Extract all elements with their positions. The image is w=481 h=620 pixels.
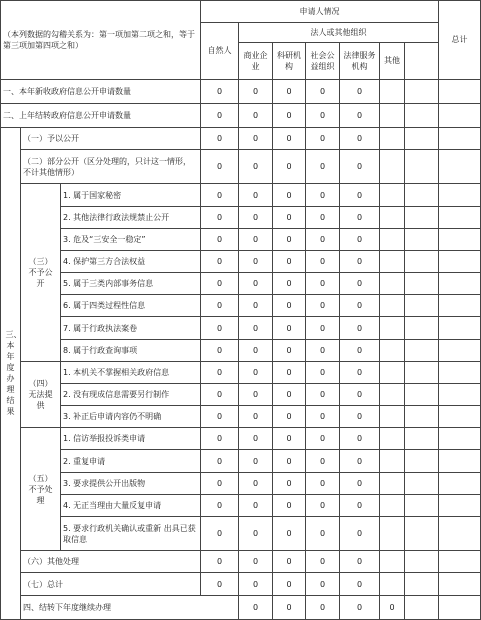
- cell-value: 0: [340, 150, 380, 184]
- cell-value: 0: [340, 494, 380, 516]
- cell-value: 0: [273, 317, 306, 339]
- table-row: [1, 406, 481, 428]
- header-other: 其他: [380, 43, 405, 79]
- cell-value: [380, 184, 405, 206]
- cell-total: [439, 317, 481, 339]
- cell-value: [380, 517, 405, 551]
- cell-value: 0: [201, 450, 239, 472]
- cell-value: 0: [239, 517, 273, 551]
- cell-value: [380, 103, 405, 127]
- cell-value: 0: [201, 127, 239, 149]
- cell-value: 0: [239, 551, 273, 573]
- row-label: 4. 保护第三方合法权益: [61, 250, 201, 272]
- cell-value: 0: [239, 428, 273, 450]
- row-label: 2. 其他法律行政法规禁止公开: [61, 206, 201, 228]
- cell-value: 0: [340, 295, 380, 317]
- cell-value: [380, 450, 405, 472]
- cell-value: 0: [201, 517, 239, 551]
- cell-value: [380, 361, 405, 383]
- cell-value: 0: [201, 428, 239, 450]
- cell-value: 0: [273, 406, 306, 428]
- cell-value: 0: [273, 450, 306, 472]
- cell-value: [380, 472, 405, 494]
- header-natural-person: 自然人: [201, 23, 239, 79]
- cell-total: [439, 103, 481, 127]
- cell-value: 0: [306, 361, 340, 383]
- cell-value: [380, 383, 405, 405]
- cell-total: [439, 228, 481, 250]
- cell-value: 0: [306, 250, 340, 272]
- cell-total: [439, 150, 481, 184]
- cell-value: [405, 295, 439, 317]
- cell-value: 0: [306, 295, 340, 317]
- cell-value: [405, 383, 439, 405]
- cell-value: 0: [273, 150, 306, 184]
- row-label: （一）予以公开: [21, 127, 201, 149]
- table-row: [1, 206, 481, 228]
- cell-value: 0: [239, 150, 273, 184]
- cell-value: [405, 250, 439, 272]
- cell-value: [405, 127, 439, 149]
- row-label: 1. 属于国家秘密: [61, 184, 201, 206]
- cell-value: [405, 228, 439, 250]
- cell-value: 0: [306, 206, 340, 228]
- row-label: 二、上年结转政府信息公开申请数量: [1, 103, 201, 127]
- cell-value: 0: [239, 273, 273, 295]
- cell-value: [405, 206, 439, 228]
- cell-total: [439, 206, 481, 228]
- cell-value: 0: [340, 127, 380, 149]
- row-label: 5. 要求行政机关确认或重新 出具已获取信息: [61, 517, 201, 551]
- cell-total: [439, 450, 481, 472]
- cell-value: 0: [340, 339, 380, 361]
- cell-total: [439, 472, 481, 494]
- cell-value: [405, 450, 439, 472]
- table-row: [1, 428, 481, 450]
- cell-value: [380, 79, 405, 103]
- cell-value: 0: [239, 228, 273, 250]
- row-label: 6. 属于四类过程性信息: [61, 295, 201, 317]
- cell-value: 0: [239, 450, 273, 472]
- cell-value: 0: [239, 339, 273, 361]
- table-row: [1, 127, 481, 149]
- header-social-public: 社会公益组织: [306, 43, 340, 79]
- cell-value: 0: [306, 383, 340, 405]
- cell-value: 0: [273, 383, 306, 405]
- row-label: 一、本年新收政府信息公开申请数量: [1, 79, 201, 103]
- cell-value: 0: [201, 573, 239, 595]
- cell-value: 0: [340, 103, 380, 127]
- cell-value: 0: [340, 472, 380, 494]
- cell-value: [380, 406, 405, 428]
- cell-value: 0: [273, 79, 306, 103]
- cell-value: 0: [306, 450, 340, 472]
- cell-value: 0: [340, 573, 380, 595]
- cell-value: 0: [273, 494, 306, 516]
- cell-value: 0: [340, 184, 380, 206]
- cell-value: [405, 150, 439, 184]
- cell-value: 0: [306, 551, 340, 573]
- row-label: 8. 属于行政查询事项: [61, 339, 201, 361]
- cell-value: [380, 150, 405, 184]
- table-row: [1, 472, 481, 494]
- sub5-label-text: （五）不予处理: [28, 473, 53, 505]
- cell-value: 0: [306, 494, 340, 516]
- cell-value: [380, 428, 405, 450]
- cell-value: 0: [306, 184, 340, 206]
- cell-total: [439, 406, 481, 428]
- table-row: [1, 494, 481, 516]
- cell-value: 0: [273, 339, 306, 361]
- table-row: [1, 250, 481, 272]
- cell-value: [380, 573, 405, 595]
- cell-total: [439, 339, 481, 361]
- section3-title-text: 三、本年度办理结果: [5, 330, 22, 417]
- row-label: （二）部分公开（区分处理的，只计这一情形，不计其他情形）: [21, 150, 201, 184]
- cell-value: 0: [239, 206, 273, 228]
- cell-value: 0: [201, 273, 239, 295]
- header-total: 总计: [439, 1, 481, 80]
- cell-value: 0: [239, 406, 273, 428]
- cell-value: [380, 339, 405, 361]
- cell-value: 0: [239, 573, 273, 595]
- header-research: 科研机构: [273, 43, 306, 79]
- cell-value: [405, 273, 439, 295]
- cell-value: 0: [201, 206, 239, 228]
- cell-value: 0: [340, 383, 380, 405]
- header-legal-total: [405, 43, 439, 79]
- cell-value: 0: [306, 428, 340, 450]
- cell-total: [439, 517, 481, 551]
- cell-total: [439, 184, 481, 206]
- table-row: [1, 573, 481, 595]
- row-label: 5. 属于三类内部事务信息: [61, 273, 201, 295]
- header-applicant-situation: 申请人情况: [201, 1, 439, 23]
- cell-value: 0: [273, 184, 306, 206]
- cell-total: [439, 295, 481, 317]
- cell-value: [380, 206, 405, 228]
- header-note: （本列数据的勾稽关系为：第一项加第二项之和，等于第三项加第四项之和）: [1, 1, 201, 80]
- cell-value: [380, 228, 405, 250]
- cell-value: 0: [239, 250, 273, 272]
- row-label: 1. 信访举报投诉类申请: [61, 428, 201, 450]
- cell-value: 0: [273, 103, 306, 127]
- cell-value: 0: [239, 494, 273, 516]
- row-label: 4. 无正当理由大量反复申请: [61, 494, 201, 516]
- cell-value: 0: [201, 150, 239, 184]
- cell-value: 0: [201, 184, 239, 206]
- cell-value: 0: [239, 383, 273, 405]
- row-label: 1. 本机关不掌握相关政府信息: [61, 361, 201, 383]
- cell-value: 0: [340, 273, 380, 295]
- cell-value: 0: [239, 472, 273, 494]
- cell-value: [380, 317, 405, 339]
- cell-value: [405, 406, 439, 428]
- cell-value: 0: [239, 184, 273, 206]
- cell-value: 0: [306, 150, 340, 184]
- cell-value: [405, 79, 439, 103]
- cell-value: 0: [239, 103, 273, 127]
- cell-total: [439, 573, 481, 595]
- header-legal-entities: 法人或其他组织: [239, 23, 439, 43]
- cell-value: [380, 127, 405, 149]
- cell-value: 0: [306, 228, 340, 250]
- table-row: [1, 383, 481, 405]
- cell-value: [380, 494, 405, 516]
- cell-value: 0: [340, 250, 380, 272]
- cell-value: 0: [201, 551, 239, 573]
- cell-value: 0: [273, 295, 306, 317]
- cell-value: 0: [273, 273, 306, 295]
- cell-value: [405, 317, 439, 339]
- cell-total: [439, 79, 481, 103]
- cell-total: [439, 428, 481, 450]
- row-label: 3. 补正后申请内容仍不明确: [61, 406, 201, 428]
- cell-value: 0: [201, 494, 239, 516]
- table-row: [1, 79, 481, 103]
- cell-value: 0: [273, 573, 306, 595]
- table-row: [1, 103, 481, 127]
- cell-value: 0: [239, 295, 273, 317]
- cell-total: [439, 273, 481, 295]
- cell-value: 0: [239, 595, 273, 619]
- cell-value: [405, 428, 439, 450]
- cell-value: [405, 472, 439, 494]
- cell-value: 0: [201, 406, 239, 428]
- cell-value: 0: [306, 317, 340, 339]
- row-label: （六）其他处理: [21, 551, 201, 573]
- cell-value: 0: [340, 206, 380, 228]
- cell-value: [405, 361, 439, 383]
- row-label: 四、结转下年度继续办理: [21, 595, 239, 619]
- cell-value: [405, 595, 439, 619]
- cell-value: [405, 494, 439, 516]
- cell-value: 0: [239, 79, 273, 103]
- header-legal-service: 法律服务机构: [340, 43, 380, 79]
- cell-value: 0: [273, 472, 306, 494]
- sub4-label-text: （四）无法提供: [28, 379, 53, 411]
- cell-value: 0: [273, 517, 306, 551]
- cell-value: 0: [273, 228, 306, 250]
- row-label: （七）总计: [21, 573, 201, 595]
- sub3-label-text: （三）不予公开: [28, 257, 53, 289]
- cell-value: 0: [273, 428, 306, 450]
- header-commercial: 商业企业: [239, 43, 273, 79]
- cell-total: [439, 250, 481, 272]
- cell-value: 0: [306, 595, 340, 619]
- cell-value: 0: [239, 317, 273, 339]
- cell-value: 0: [306, 573, 340, 595]
- cell-value: 0: [201, 228, 239, 250]
- sub5-label: [21, 428, 61, 551]
- cell-value: 0: [380, 595, 405, 619]
- cell-value: 0: [239, 361, 273, 383]
- cell-value: [380, 250, 405, 272]
- cell-value: 0: [273, 595, 306, 619]
- cell-value: 0: [201, 295, 239, 317]
- cell-value: [405, 517, 439, 551]
- row-label: 7. 属于行政执法案卷: [61, 317, 201, 339]
- table-row: [1, 273, 481, 295]
- cell-value: [405, 103, 439, 127]
- cell-value: 0: [306, 339, 340, 361]
- cell-value: [380, 295, 405, 317]
- table-row: [1, 228, 481, 250]
- cell-total: [439, 551, 481, 573]
- cell-value: [405, 573, 439, 595]
- cell-value: 0: [273, 127, 306, 149]
- cell-value: 0: [340, 450, 380, 472]
- table-row: [1, 184, 481, 206]
- cell-value: 0: [201, 79, 239, 103]
- cell-value: 0: [340, 517, 380, 551]
- cell-value: [405, 184, 439, 206]
- sub3-label: [21, 184, 61, 361]
- cell-value: 0: [340, 228, 380, 250]
- cell-total: [439, 361, 481, 383]
- cell-value: 0: [201, 361, 239, 383]
- cell-value: 0: [340, 361, 380, 383]
- cell-value: 0: [201, 250, 239, 272]
- cell-value: [380, 551, 405, 573]
- cell-value: 0: [340, 406, 380, 428]
- cell-value: [380, 273, 405, 295]
- table-row: [1, 517, 481, 551]
- row-label: 2. 没有现成信息需要另行制作: [61, 383, 201, 405]
- cell-value: 0: [273, 206, 306, 228]
- cell-value: 0: [239, 127, 273, 149]
- table-row: [1, 295, 481, 317]
- table-row: [1, 361, 481, 383]
- table-row: [1, 450, 481, 472]
- cell-value: 0: [306, 79, 340, 103]
- table-row: [1, 551, 481, 573]
- row-label: 3. 危及“三安全一稳定”: [61, 228, 201, 250]
- cell-value: [405, 339, 439, 361]
- row-label: 2. 重复申请: [61, 450, 201, 472]
- cell-value: 0: [340, 317, 380, 339]
- table-row: [1, 150, 481, 184]
- cell-value: 0: [201, 472, 239, 494]
- sub4-label: [21, 361, 61, 428]
- table-row: [1, 317, 481, 339]
- row-label: 3. 要求提供公开出版物: [61, 472, 201, 494]
- cell-total: [439, 494, 481, 516]
- cell-value: 0: [340, 551, 380, 573]
- cell-value: 0: [273, 361, 306, 383]
- table-row: [1, 339, 481, 361]
- section3-title: [1, 127, 21, 619]
- table-row: [1, 595, 481, 619]
- cell-value: 0: [340, 595, 380, 619]
- cell-value: 0: [201, 317, 239, 339]
- cell-value: 0: [201, 103, 239, 127]
- cell-value: 0: [306, 472, 340, 494]
- cell-value: 0: [306, 517, 340, 551]
- cell-value: 0: [273, 250, 306, 272]
- cell-value: 0: [306, 127, 340, 149]
- cell-value: 0: [306, 406, 340, 428]
- cell-value: 0: [306, 273, 340, 295]
- cell-value: 0: [340, 428, 380, 450]
- cell-value: 0: [306, 103, 340, 127]
- cell-value: 0: [273, 551, 306, 573]
- cell-value: [405, 551, 439, 573]
- cell-total: [439, 383, 481, 405]
- cell-total: [439, 127, 481, 149]
- cell-value: 0: [201, 339, 239, 361]
- cell-value: 0: [201, 383, 239, 405]
- cell-value: 0: [340, 79, 380, 103]
- cell-value: [439, 595, 481, 619]
